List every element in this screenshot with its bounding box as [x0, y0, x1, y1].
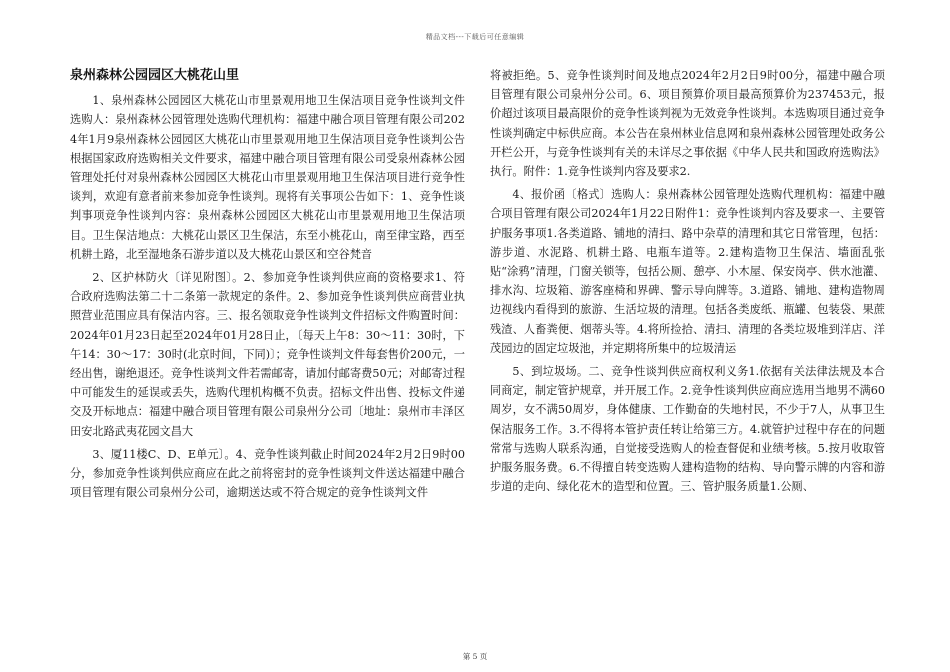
paragraph: 5、到垃圾场。二、竞争性谈判供应商权利义务1.依据有关法律法规及本合同商定，制定管护规章，并开展工作。2.竞争性谈判供应商应选用当地男不满60周岁，女不满50周岁，身体健康、工作勤奋的失地村民，不少于7人，从事卫生保洁服务工作。3.不得将本管护责任转让给第三方。4.就管护过程中存在的问题常常与选购人联系沟通，自觉接受选购人的检查督促和业绩考核。5.按月收取管护服务服务费。6.不得擅自转变选购人建构造物的结构、导向警示牌的内容和游步道的走向、绿化花木的造型和位置。三、管护服务质量1.公厕、 — [490, 365, 885, 494]
left-column — [70, 66, 465, 506]
paragraph: 将被拒绝。5、竞争性谈判时间及地点2024年2月2日9时00分，福建中融合项目管理有限公司泉州分公司。6、项目预算价项目最高预算价为237453元，报价超过该项目最高限价的竞争性谈判视为无效竞争性谈判。本选购项目通过竞争性谈判确定中标供应商。本公告在泉州林业信息网和泉州森林公园管理处政务公开栏公开，与竞争性谈判有关的未详尽之事依据《中华人民共和国政府选购法》执行。附件：1.竞争性谈判内容及要求2. — [490, 69, 885, 179]
paragraph: 1、泉州森林公园园区大桃花山市里景观用地卫生保洁项目竞争性谈判文件选购人：泉州森林公园管理处选购代理机构：福建中融合项目管理有限公司2024年1月9泉州森林公园园区大桃花山市里景观用地卫生保洁项目竞争性谈判公告根据国家政府选购相关文件要求，福建中融合项目管理有限公司受泉州森林公园管理处托付对泉州森林公园园区大桃花山市里景观用地卫生保洁项目进行竞争性谈判，欢迎有意者前来参加竞争性谈判。现将有关事项公告如下：1、竞争性谈判事项竞争性谈判内容：泉州森林公园园区大桃花山市里景观用地卫生保洁项目。卫生保洁地点：大桃花山景区卫生保洁，东至小桃花山，南至律宝路，西至机耕土路，北至湿地条石游步道以及大桃花山景区和空谷梵音 — [70, 94, 465, 261]
page-header-note: 精品文档---下载后可任意编辑 — [425, 33, 525, 41]
document-title: 泉州森林公园园区大桃花山里 — [70, 68, 240, 83]
paragraph: 2、区护林防火〔详见附图〕。2、参加竞争性谈判供应商的资格要求1、符合政府选购法第二十二条第一款规定的条件。2、参加竞争性谈判供应商营业执照营业范围应具有保洁内容。三、报名领取竞争性谈判文件招标文件购置时间：2024年01月23日起至2024年01月28日止，〔每天上午8：30～11：30时，下午14：30～17：30时(北京时间，下同)〕；竞争性谈判文件每套售价200元，一经出售，谢绝退还。竞争性谈判文件若需邮寄，请加付邮寄费50元；对邮寄过程中可能发生的延误或丢失，选购代理机构概不负责。招标文件出售、投标文件递交及开标地点：福建中融合项目管理有限公司泉州分公司〔地址：泉州市丰泽区田安北路武夷花园文昌大 — [70, 271, 465, 438]
page-number: 第 5 页 — [462, 652, 488, 661]
paragraph: 4、报价函〔格式〕选购人：泉州森林公园管理处选购代理机构：福建中融合项目管理有限公司2024年1月22日附件1：竞争性谈判内容及要求一、主要管护服务事项1.各类道路、铺地的清扫、路中杂草的清理和其它日常管理，包括：游步道、水泥路、机耕土路、电瓶车道等。2.建构造物卫生保洁、墙面乱张贴“涂鸦”清理，门窗关锁等，包括公厕、憩亭、小木屋、保安岗亭、供水池灌、排水沟、垃圾箱、游客座椅和界碑、警示导向牌等。3.道路、铺地、建构造物周边视线内看得到的旅游、生活垃圾的清理。包括各类废纸、瓶罐、包装袋、果蔗残渣、人畜粪便、烟蒂头等。4.将所捡拾、清扫、清理的各类垃圾堆到洋店、洋茂园边的固定垃圾池，并定期将所集中的垃圾清运 — [490, 188, 885, 355]
right-column — [490, 66, 885, 500]
paragraph: 3、厦11楼C、D、E单元〕。4、竞争性谈判截止时间2024年2月2日9时00分，参加竞争性谈判供应商应在此之前将密封的竞争性谈判文件送达福建中融合项目管理有限公司泉州分公司，逾期送达或不符合规定的竞争性谈判文件 — [70, 447, 465, 500]
